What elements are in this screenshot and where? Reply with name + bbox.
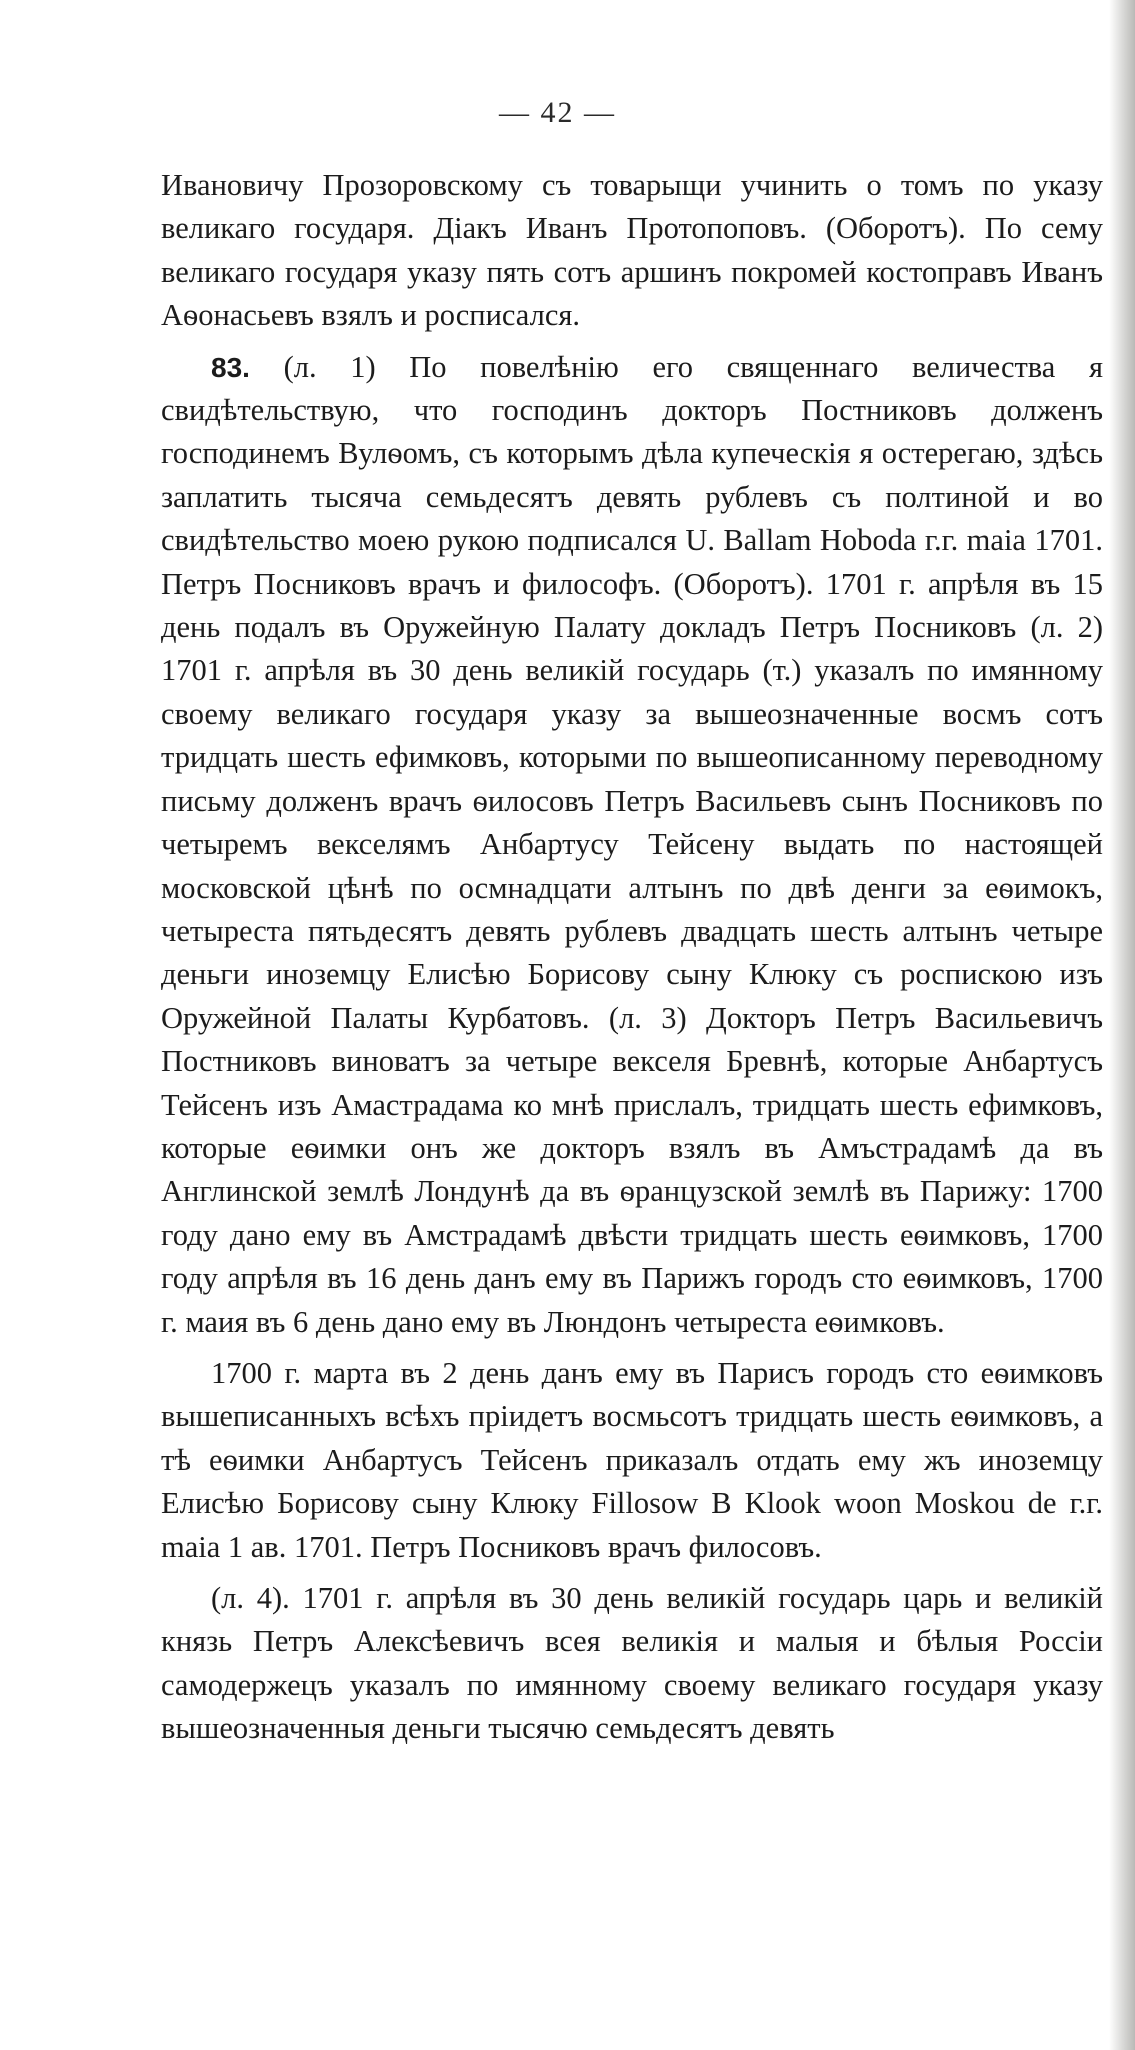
paragraph-continuation: Ивановичу Прозоровскому съ товарыщи учинить о томъ по указу великаго государя. Дiакъ Иванъ Протопоповъ. (Оборотъ). По сему великаго государя указу пять сотъ аршинъ покромей костоправъ Иванъ Аѳонасьевъ взялъ и росписался. <box>161 168 1103 333</box>
paragraph-march-1700: 1700 г. марта въ 2 день данъ ему въ Парисъ городъ сто еѳимковъ вышеписанныхъ всѣхъ прiидетъ восмьсотъ тридцать шесть еѳимковъ, а тѣ еѳимки Анбартусъ Тейсенъ приказалъ отдать ему жъ иноземцу Елисѣю Борисову сыну Клюку Fillosow B Klook woon Moskou de г.г. maia 1 ав. 1701. Петръ Посниковъ врачъ филосовъ. <box>161 1355 1103 1564</box>
entry-number: 83. <box>211 351 250 383</box>
page-number: — 42 — <box>499 96 616 129</box>
page-edge-shadow <box>1109 0 1135 2050</box>
body-text <box>161 164 1103 1759</box>
paragraph-entry-83 <box>161 346 1103 1344</box>
entry-text: (л. 1) По повелѣнiю его священнаго величества я свидѣтельствую, что господинъ докторъ Постниковъ долженъ господинемъ Вулѳомъ, съ которымъ дѣла купеческiя я остерегаю, здѣсь заплатить тысяча семьдесятъ девять рублевъ съ полтиной и во свидѣтельство моею рукою подписался U. Ballam Hoboda г.г. maia 1701. Петръ Посниковъ врачъ и философъ. (Оборотъ). 1701 г. апрѣля въ 15 день подалъ въ Оружейную Палату докладъ Петръ Посниковъ (л. 2) 1701 г. апрѣля въ 30 день великiй государь (т.) указалъ по имянному своему великаго государя указу за вышеозначенные восмъ сотъ тридцать шесть ефимковъ, которыми по вышеописанному переводному письму долженъ врачъ ѳилосовъ Петръ Васильевъ сынъ Посниковъ по четыремъ векселямъ Анбартусу Тейсену выдать по настоящей московской цѣнѣ по осмнадцати алтынъ по двѣ денги за еѳимокъ, четыреста пятьдесятъ девять рублевъ двадцать шесть алтынъ четыре деньги иноземцу Елисѣю Борисову сыну Клюку съ роспискою изъ Оружейной Палаты Курбатовъ. (л. 3) Докторъ Петръ Васильевичъ Постниковъ виноватъ за четыре векселя Бревнѣ, которые Анбартусъ Тейсенъ изъ Амастрадама ко мнѣ прислалъ, тридцать шесть ефимковъ, которые еѳимки онъ же докторъ взялъ въ Амъстрадамѣ да въ Англинской землѣ Лондунѣ да въ ѳранцузской землѣ въ Парижу: 1700 году дано ему въ Амстрадамѣ двѣсти тридцать шесть еѳимковъ, 1700 году апрѣля въ 16 день данъ ему въ Парижъ городъ сто еѳимковъ, 1700 г. маия въ 6 день дано ему въ Люндонъ четыреста еѳимковъ. <box>161 349 1103 1339</box>
paragraph-sheet-4: (л. 4). 1701 г. апрѣля въ 30 день великiй государь царь и великiй князь Петръ Алексѣевичъ всея великiя и малыя и бѣлыя Россiи самодержецъ указалъ по имянному своему великаго государя указу вышеозначенныя деньги тысячю семьдесятъ девять <box>161 1581 1103 1746</box>
